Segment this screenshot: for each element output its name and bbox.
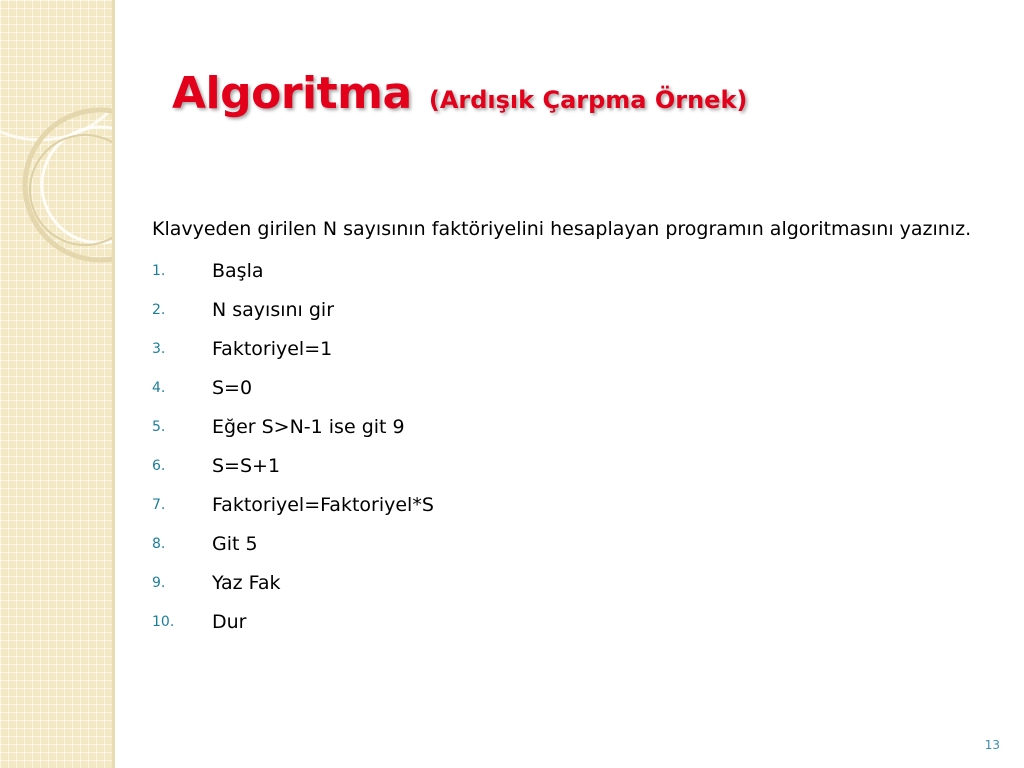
step-item [152, 408, 972, 447]
step-item [152, 525, 972, 564]
step-number: 9. [152, 575, 166, 591]
step-text: Eğer S>N-1 ise git 9 [212, 416, 405, 438]
step-item [152, 330, 972, 369]
step-item [152, 369, 972, 408]
slide-content [152, 212, 972, 642]
algorithm-steps-list [152, 252, 972, 642]
step-number: 1. [152, 263, 166, 279]
decorative-circles-icon [0, 0, 112, 768]
step-text: Git 5 [212, 533, 258, 555]
step-text: S=S+1 [212, 455, 281, 477]
step-text: Faktoriyel=1 [212, 338, 333, 360]
step-number: 8. [152, 536, 166, 552]
step-text: Dur [212, 611, 247, 633]
step-item [152, 252, 972, 291]
step-number: 6. [152, 458, 166, 474]
title-main: Algoritma [172, 68, 412, 119]
step-number: 7. [152, 497, 166, 513]
step-text: Faktoriyel=Faktoriyel*S [212, 494, 434, 516]
slide-title [172, 68, 747, 119]
step-number: 3. [152, 341, 166, 357]
step-number: 2. [152, 302, 166, 318]
step-text: Başla [212, 260, 264, 282]
step-text: S=0 [212, 377, 253, 399]
title-subtitle: (Ardışık Çarpma Örnek) [428, 86, 748, 114]
step-item [152, 564, 972, 603]
side-decoration-band [0, 0, 112, 768]
step-text: N sayısını gir [212, 299, 335, 321]
step-number: 4. [152, 380, 166, 396]
step-item [152, 486, 972, 525]
step-number: 5. [152, 419, 166, 435]
step-item [152, 603, 972, 642]
step-item [152, 447, 972, 486]
step-text: Yaz Fak [212, 572, 281, 594]
page-number: 13 [984, 738, 1000, 752]
side-band-edge [112, 0, 115, 768]
step-item [152, 291, 972, 330]
step-number: 10. [152, 614, 175, 630]
intro-text: Klavyeden girilen N sayısının faktöriyelini hesaplayan programın algoritmasını yazınız. [152, 218, 972, 240]
